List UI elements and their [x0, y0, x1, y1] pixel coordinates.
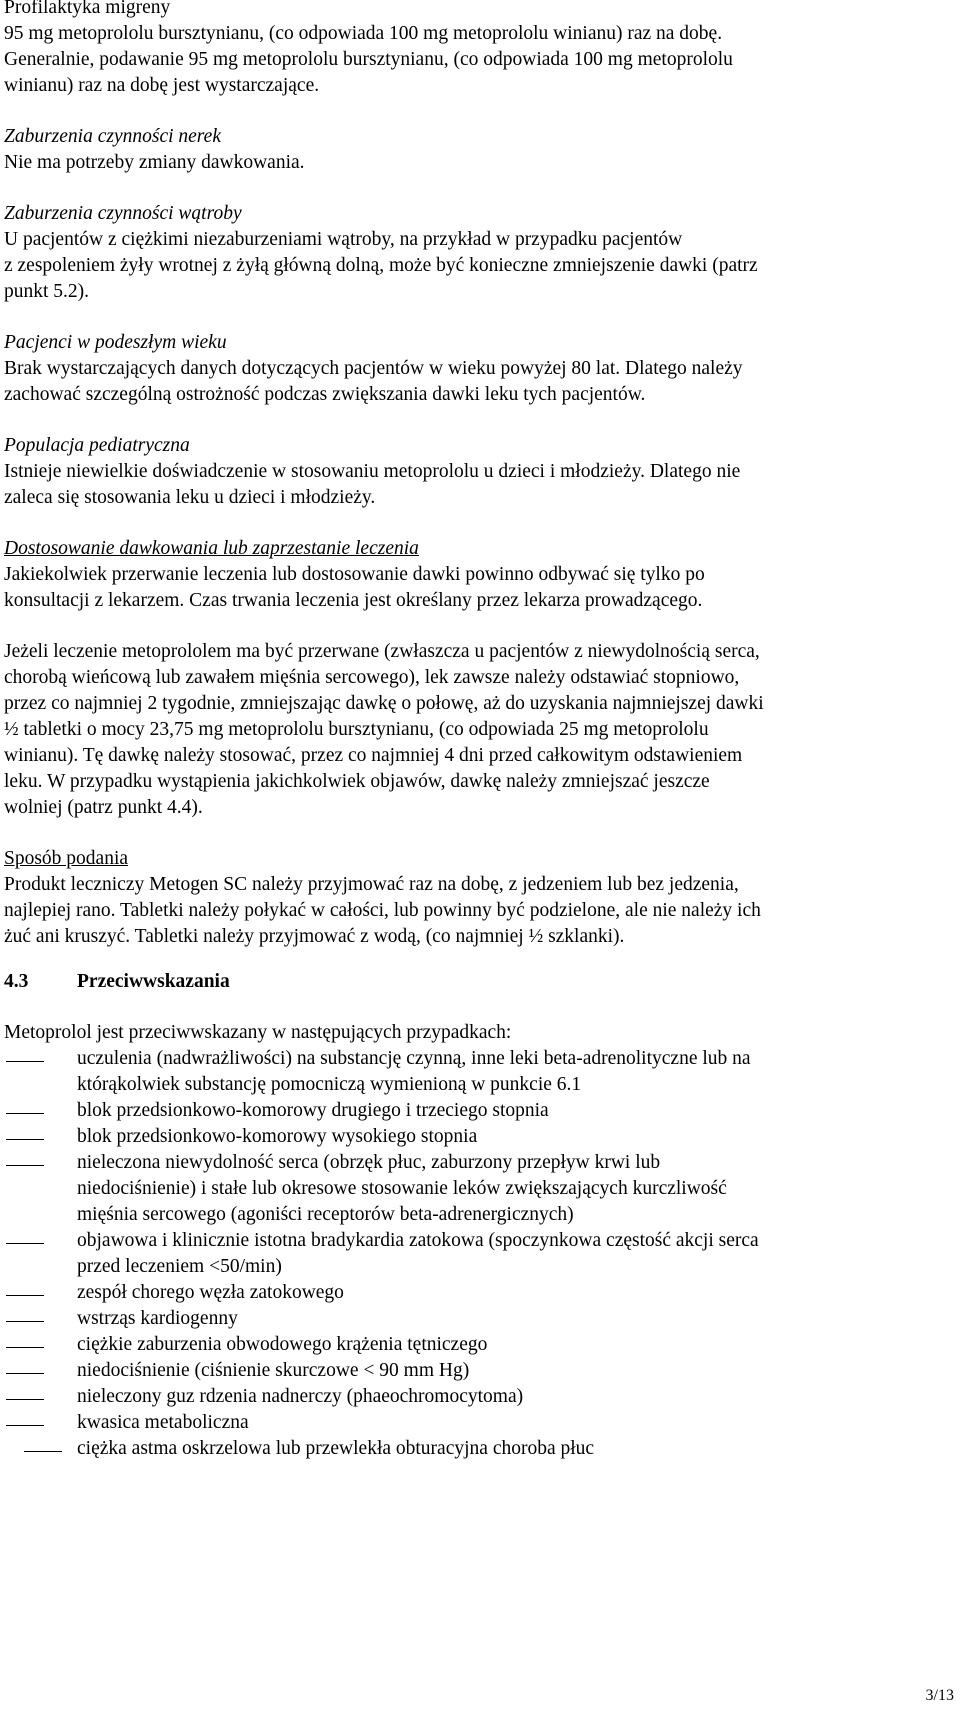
- dash-bullet: [6, 1243, 44, 1244]
- adjust-p2-line-1: Jeżeli leczenie metoprololem ma być przerwane (zwłaszcza u pacjentów z niewydolnością serca,: [4, 641, 760, 662]
- contra-item-5-line-2: przed leczeniem <50/min): [77, 1256, 282, 1277]
- admin-line-1: Produkt leczniczy Metogen SC należy przyjmować raz na dobę, z jedzeniem lub bez jedzenia,: [4, 874, 739, 895]
- dash-bullet: [6, 1399, 44, 1400]
- contra-item-3: blok przedsionkowo-komorowy wysokiego stopnia: [77, 1126, 478, 1147]
- liver-line-3: punkt 5.2).: [4, 281, 90, 302]
- contra-item-12: ciężka astma oskrzelowa lub przewlekła obturacyjna choroba płuc: [77, 1438, 595, 1459]
- adjust-p2-line-2: chorobą wieńcową lub zawałem mięśnia sercowego), lek zawsze należy odstawiać stopniowo,: [4, 667, 740, 688]
- adjust-heading: Dostosowanie dawkowania lub zaprzestanie leczenia: [4, 538, 419, 559]
- liver-heading: Zaburzenia czynności wątroby: [4, 203, 242, 224]
- elderly-line-2: zachować szczególną ostrożność podczas zwiększania dawki leku tych pacjentów.: [4, 384, 646, 405]
- adjust-p2-line-4: ½ tabletki o mocy 23,75 mg metoprololu bursztynianu, (co odpowiada 25 mg metoprololu: [4, 719, 709, 740]
- migraine-line-1: 95 mg metoprololu bursztynianu, (co odpowiada 100 mg metoprololu winianu) raz na dobę.: [4, 23, 723, 44]
- adjust-line-2: konsultacji z lekarzem. Czas trwania leczenia jest określany przez lekarza prowadzącego.: [4, 590, 703, 611]
- contra-item-4-line-3: mięśnia sercowego (agoniści receptorów beta-adrenergicznych): [77, 1204, 574, 1225]
- pediatric-heading: Populacja pediatryczna: [4, 435, 190, 456]
- migraine-line-3: winianu) raz na dobę jest wystarczające.: [4, 75, 320, 96]
- contra-item-1-line-2: którąkolwiek substancję pomocniczą wymienioną w punkcie 6.1: [77, 1074, 582, 1095]
- contra-item-10: nieleczony guz rdzenia nadnerczy (phaeochromocytoma): [77, 1386, 524, 1407]
- admin-heading: Sposób podania: [4, 848, 129, 869]
- contra-item-8: ciężkie zaburzenia obwodowego krążenia tętniczego: [77, 1334, 488, 1355]
- liver-line-2: z zespoleniem żyły wrotnej z żyłą główną dolną, może być konieczne zmniejszenie dawki (patrz: [4, 255, 758, 276]
- dash-bullet: [6, 1295, 44, 1296]
- contra-item-6: zespół chorego węzła zatokowego: [77, 1282, 344, 1303]
- elderly-line-1: Brak wystarczających danych dotyczących pacjentów w wieku powyżej 80 lat. Dlatego należy: [4, 358, 743, 379]
- dash-bullet: [6, 1347, 44, 1348]
- contra-item-11: kwasica metaboliczna: [77, 1412, 249, 1433]
- contra-item-5-line-1: objawowa i klinicznie istotna bradykardia zatokowa (spoczynkowa częstość akcji serca: [77, 1230, 759, 1251]
- migraine-line-2: Generalnie, podawanie 95 mg metoprololu bursztynianu, (co odpowiada 100 mg metoprololu: [4, 49, 733, 70]
- migraine-heading: Profilaktyka migreny: [4, 0, 171, 18]
- adjust-p2-line-7: wolniej (patrz punkt 4.4).: [4, 797, 203, 818]
- contra-number: 4.3: [4, 971, 29, 992]
- contra-heading: Przeciwwskazania: [77, 971, 230, 992]
- dash-bullet: [6, 1139, 44, 1140]
- adjust-line-1: Jakiekolwiek przerwanie leczenia lub dostosowanie dawki powinno odbywać się tylko po: [4, 564, 705, 585]
- page-number: 3/13: [925, 1687, 954, 1704]
- adjust-p2-line-5: winianu). Tę dawkę należy stosować, przez co najmniej 4 dni przed całkowitym odstawieniem: [4, 745, 743, 766]
- kidney-heading: Zaburzenia czynności nerek: [4, 126, 221, 147]
- dash-bullet: [6, 1113, 44, 1114]
- pediatric-line-2: zaleca się stosowania leku u dzieci i młodzieży.: [4, 487, 376, 508]
- contra-item-1-line-1: uczulenia (nadwrażliwości) na substancję czynną, inne leki beta-adrenolityczne lub na: [77, 1048, 751, 1069]
- dash-bullet: [6, 1425, 44, 1426]
- dash-bullet: [6, 1321, 44, 1322]
- pediatric-line-1: Istnieje niewielkie doświadczenie w stosowaniu metoprololu u dzieci i młodzieży. Dlatego nie: [4, 461, 741, 482]
- dash-bullet: [6, 1165, 44, 1166]
- kidney-line-1: Nie ma potrzeby zmiany dawkowania.: [4, 152, 305, 173]
- adjust-p2-line-3: przez co najmniej 2 tygodnie, zmniejszając dawkę o połowę, aż do uzyskania najmniejszej dawki: [4, 693, 764, 714]
- dash-bullet: [24, 1451, 62, 1452]
- elderly-heading: Pacjenci w podeszłym wieku: [4, 332, 227, 353]
- adjust-p2-line-6: leku. W przypadku wystąpienia jakichkolwiek objawów, dawkę należy zmniejszać jeszcze: [4, 771, 710, 792]
- contra-intro: Metoprolol jest przeciwwskazany w następujących przypadkach:: [4, 1022, 512, 1043]
- admin-line-2: najlepiej rano. Tabletki należy połykać w całości, lub powinny być podzielone, ale nie należy ich: [4, 900, 761, 921]
- contra-item-4-line-2: niedociśnienie) i stałe lub okresowe stosowanie leków zwiększających kurczliwość: [77, 1178, 727, 1199]
- contra-item-2: blok przedsionkowo-komorowy drugiego i trzeciego stopnia: [77, 1100, 549, 1121]
- dash-bullet: [6, 1061, 44, 1062]
- dash-bullet: [6, 1373, 44, 1374]
- contra-item-7: wstrząs kardiogenny: [77, 1308, 238, 1329]
- contra-item-9: niedociśnienie (ciśnienie skurczowe < 90 mm Hg): [77, 1360, 470, 1381]
- admin-line-3: żuć ani kruszyć. Tabletki należy przyjmować z wodą, (co najmniej ½ szklanki).: [4, 926, 625, 947]
- liver-line-1: U pacjentów z ciężkimi niezaburzeniami wątroby, na przykład w przypadku pacjentów: [4, 229, 683, 250]
- contra-item-4-line-1: nieleczona niewydolność serca (obrzęk płuc, zaburzony przepływ krwi lub: [77, 1152, 661, 1173]
